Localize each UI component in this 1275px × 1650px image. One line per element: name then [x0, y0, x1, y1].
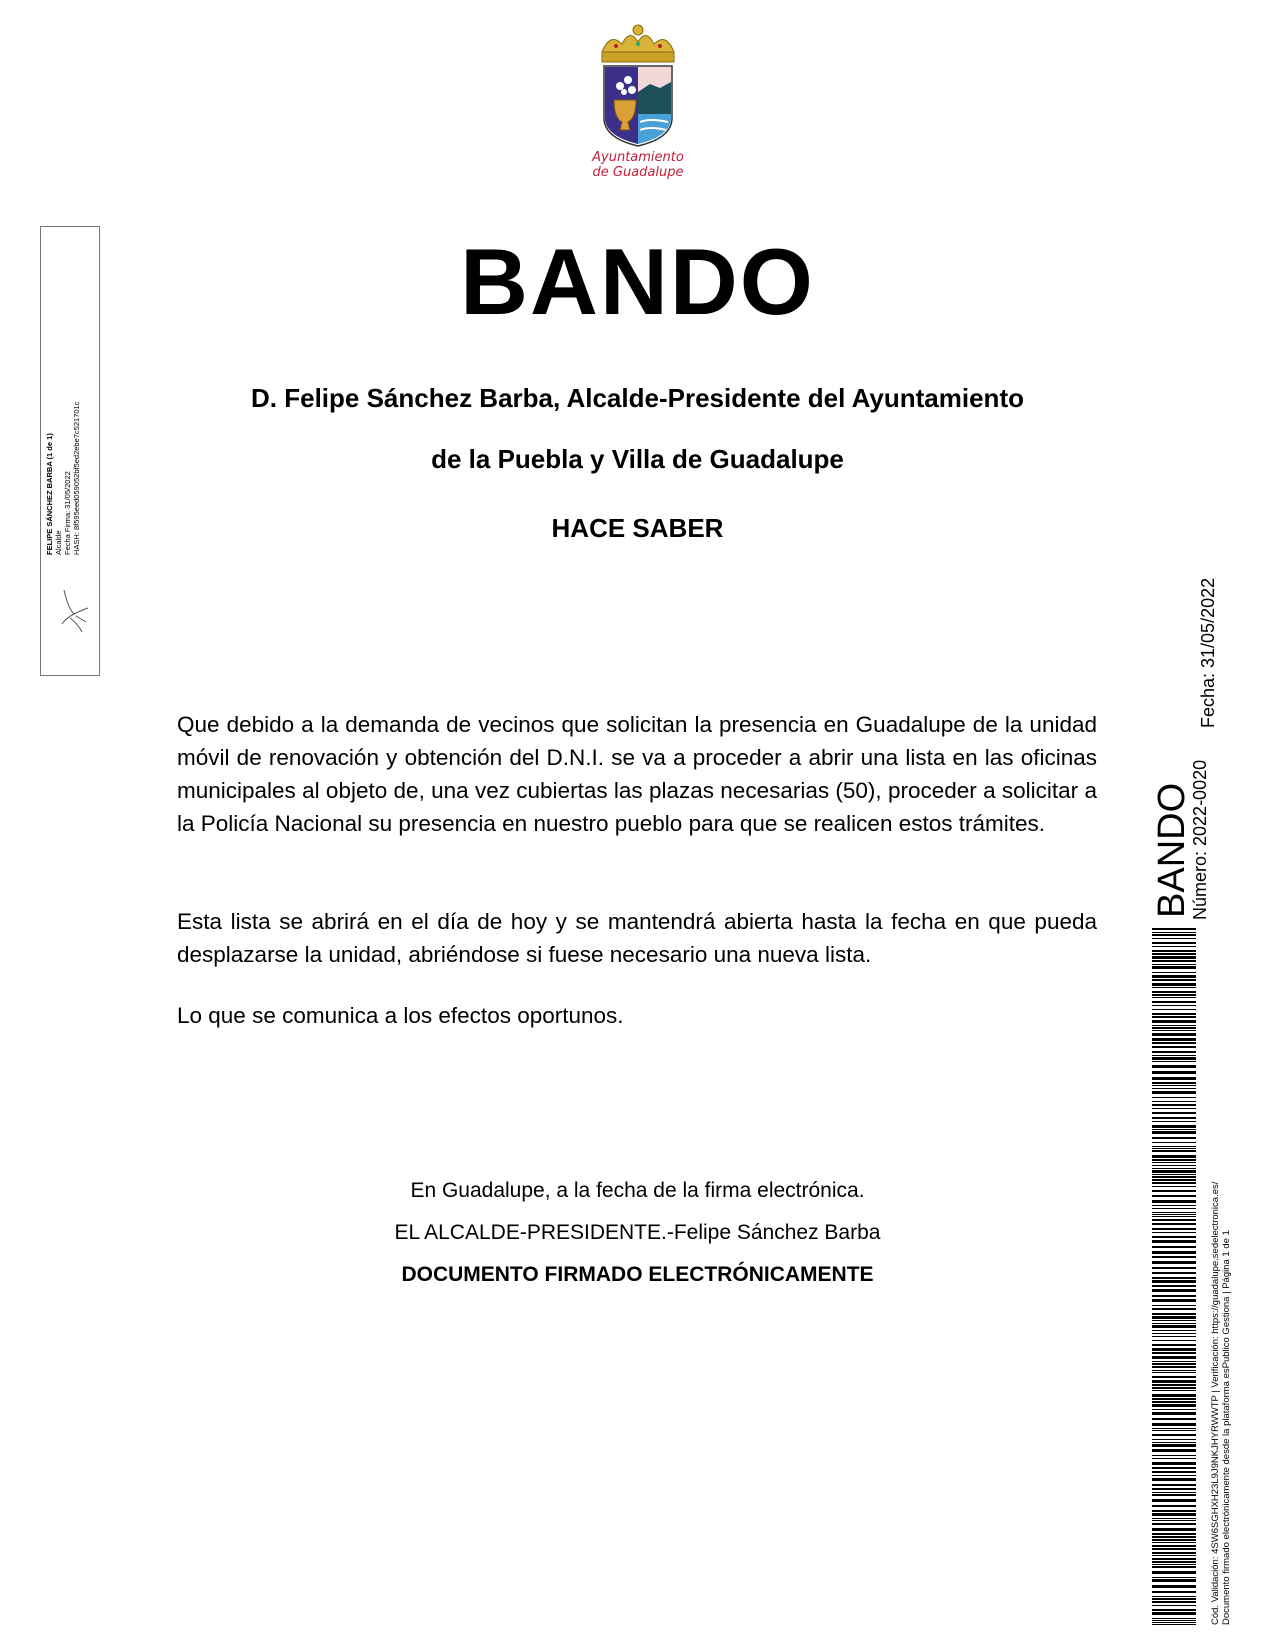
barcode-bar: [1152, 1442, 1196, 1443]
barcode-bar: [1152, 1558, 1196, 1560]
body-paragraph-2: Esta lista se abrirá en el día de hoy y se mantendrá abierta hasta la fecha en que pueda desplazarse la unidad, abriéndose si fuese necesario una nueva lista.: [177, 909, 1097, 967]
barcode-bar: [1152, 1200, 1196, 1203]
barcode-bar: [1152, 1430, 1196, 1431]
barcode-bar: [1152, 1205, 1196, 1206]
barcode-bar: [1152, 1313, 1196, 1315]
barcode-bar: [1152, 1409, 1196, 1410]
barcode-bar: [1152, 1174, 1196, 1175]
barcode-bar: [1152, 1272, 1196, 1274]
barcode-bar: [1152, 928, 1196, 930]
barcode-bar: [1152, 1370, 1196, 1371]
barcode-bar: [1152, 1277, 1196, 1279]
barcode-bar: [1152, 1585, 1196, 1588]
barcode-bar: [1152, 1295, 1196, 1297]
validation-line-2: Documento firmado electrónicamente desde la plataforma esPublico Gestiona | Página 1 de 1: [1221, 1230, 1232, 1625]
barcode-bar: [1152, 1030, 1196, 1031]
barcode-bar: [1152, 1013, 1196, 1015]
barcode-bar: [1152, 1125, 1196, 1128]
barcode-bar: [1152, 1579, 1196, 1582]
barcode-bar: [1152, 1380, 1196, 1383]
barcode-bar: [1152, 1467, 1196, 1469]
closing-line-3: DOCUMENTO FIRMADO ELECTRÓNICAMENTE: [401, 1263, 874, 1286]
barcode-bar: [1152, 1077, 1196, 1080]
barcode-bar: [1152, 1146, 1196, 1147]
barcode-bar: [1152, 1418, 1196, 1420]
barcode-bar: [1152, 1142, 1196, 1143]
barcode-bar: [1152, 1261, 1196, 1264]
signer-name: FELIPE SÁNCHEZ BARBA (1 de 1): [45, 433, 54, 555]
barcode-bar: [1152, 1061, 1196, 1062]
barcode-bar: [1152, 1190, 1196, 1192]
stamp-date: Fecha: 31/05/2022: [1198, 577, 1218, 728]
barcode-bar: [1152, 1552, 1196, 1554]
barcode-bar: [1152, 1577, 1196, 1578]
barcode-bar: [1152, 997, 1196, 998]
barcode-bar: [1152, 1289, 1196, 1292]
barcode-bar: [1152, 1548, 1196, 1550]
signature-date: Fecha Firma: 31/05/2022: [63, 471, 72, 555]
logo-line-2: de Guadalupe: [592, 165, 684, 180]
barcode-bar: [1152, 1085, 1196, 1086]
logo-text: [548, 150, 728, 180]
barcode-bar: [1152, 1566, 1196, 1568]
barcode-bar: [1152, 1475, 1196, 1476]
barcode-bar: [1152, 1494, 1196, 1496]
barcode-bar: [1152, 1020, 1196, 1023]
barcode-bar: [1152, 934, 1196, 936]
barcode-bar: [1152, 1624, 1196, 1625]
barcode-bar: [1152, 1129, 1196, 1130]
barcode-bar: [1152, 1038, 1196, 1041]
barcode-bar: [1152, 938, 1196, 939]
barcode-bar: [1152, 1212, 1196, 1213]
barcode-bar: [1152, 932, 1196, 933]
barcode-bar: [1152, 1182, 1196, 1184]
barcode-bar: [1152, 1236, 1196, 1238]
barcode-bar: [1152, 1609, 1196, 1611]
barcode-bar: [1152, 964, 1196, 965]
barcode-bar: [1152, 1428, 1196, 1429]
barcode-bar: [1152, 1316, 1196, 1319]
barcode-bar: [1152, 1536, 1196, 1538]
barcode-bar: [1152, 1137, 1196, 1139]
barcode-bar: [1152, 1025, 1196, 1026]
barcode-bar: [1152, 1598, 1196, 1600]
barcode-bar: [1152, 1523, 1196, 1525]
body-paragraph-1: Que debido a la demanda de vecinos que solicitan la presencia en Guadalupe de la unidad móvil de renovación y obtención del D.N.I. se va a proceder a abrir una lista en las oficinas municipales al objeto de, una vez cubiertas las plazas necesarias (50), proceder a solicitar a la Policía Nacional su presencia en nuestro pueblo para que se realicen estos trámites.: [177, 712, 1097, 836]
barcode-bar: [1152, 1131, 1196, 1134]
barcode-bar: [1152, 1449, 1196, 1452]
barcode-bar: [1152, 1216, 1196, 1217]
body-paragraph-3: Lo que se comunica a los efectos oportunos.: [177, 1003, 624, 1028]
barcode-bar: [1152, 1439, 1196, 1440]
barcode-bar: [1152, 1228, 1196, 1230]
barcode-bar: [1152, 1390, 1196, 1391]
barcode-bar: [1152, 1179, 1196, 1181]
barcode-bar: [1152, 1305, 1196, 1306]
barcode-bar: [1152, 1618, 1196, 1619]
barcode-bar: [1152, 1499, 1196, 1502]
barcode-bar: [1152, 1186, 1196, 1187]
barcode-bar: [1152, 1401, 1196, 1403]
barcode-bar: [1152, 1488, 1196, 1490]
stamp-type: BANDO: [1151, 782, 1193, 918]
barcode-bar: [1152, 1285, 1196, 1287]
document-title: BANDO: [460, 229, 815, 334]
barcode-bar: [1152, 1340, 1196, 1341]
barcode-bar: [1152, 1533, 1196, 1535]
barcode-bar: [1152, 1605, 1196, 1606]
barcode-bar: [1152, 1336, 1196, 1337]
barcode-bar: [1152, 1591, 1196, 1593]
barcode-bar: [1152, 1366, 1196, 1368]
signature-hash: HASH: 8f595eed059052bf5ed2ebe7c521701c: [72, 401, 81, 555]
barcode-bar: [1152, 942, 1196, 944]
barcode-bar: [1152, 1510, 1196, 1512]
barcode-bar: [1152, 1176, 1196, 1178]
barcode-bar: [1152, 1251, 1196, 1254]
barcode-bar: [1152, 1055, 1196, 1056]
barcode-bar: [1152, 1601, 1196, 1603]
barcode-bar: [1152, 1162, 1196, 1163]
barcode-bar: [1152, 1484, 1196, 1486]
barcode-bar: [1152, 1232, 1196, 1233]
coat-of-arms-icon: [580, 22, 696, 148]
barcode-bar: [1152, 956, 1196, 959]
barcode-bar: [1152, 1571, 1196, 1574]
barcode-bar: [1152, 1361, 1196, 1362]
barcode-bar: [1152, 1005, 1196, 1006]
barcode-bar: [1152, 1325, 1196, 1328]
barcode-bar: [1152, 994, 1196, 996]
barcode-bar: [1152, 1513, 1196, 1516]
barcode-bar: [1152, 1363, 1196, 1365]
barcode-bar: [1152, 1596, 1196, 1597]
barcode-bar: [1152, 1478, 1196, 1481]
barcode-bar: [1152, 1057, 1196, 1060]
barcode-bar: [1152, 1101, 1196, 1102]
validation-text: [1210, 925, 1232, 1625]
barcode-bar: [1152, 987, 1196, 988]
barcode-bar: [1152, 1082, 1196, 1084]
barcode-bar: [1152, 966, 1196, 969]
barcode-bar: [1152, 1214, 1196, 1215]
barcode-bar: [1152, 1330, 1196, 1331]
barcode-bar: [1152, 1320, 1196, 1321]
barcode-bar: [1152, 1097, 1196, 1098]
barcode-bar: [1152, 1168, 1196, 1169]
barcode-bar: [1152, 1046, 1196, 1048]
barcode-bar: [1152, 1208, 1196, 1209]
barcode-bar: [1152, 1394, 1196, 1397]
barcode-bar: [1152, 1308, 1196, 1310]
barcode-bar: [1152, 1620, 1196, 1621]
barcode-bar: [1152, 1051, 1196, 1053]
barcode-bar: [1152, 1372, 1196, 1373]
barcode-bar: [1152, 1016, 1196, 1018]
barcode-bar: [1152, 1223, 1196, 1225]
barcode-bar: [1152, 950, 1196, 952]
barcode-bar: [1152, 1091, 1196, 1094]
barcode-bar: [1152, 1564, 1196, 1565]
barcode-bar: [1152, 1071, 1196, 1074]
barcode-bar: [1152, 1001, 1196, 1003]
logo-line-1: Ayuntamiento: [592, 150, 684, 165]
barcode-bar: [1152, 953, 1196, 955]
barcode-bar: [1152, 1042, 1196, 1044]
barcode-bar: [1152, 946, 1196, 947]
signature-scribble-icon: [58, 588, 92, 634]
barcode-bar: [1152, 1065, 1196, 1068]
barcode-bar: [1152, 1356, 1196, 1359]
barcode-bar: [1152, 1539, 1196, 1541]
subtitle-line-1: D. Felipe Sánchez Barba, Alcalde-Presidente del Ayuntamiento: [251, 383, 1024, 413]
barcode-bar: [1152, 1256, 1196, 1258]
barcode-bar: [1152, 1462, 1196, 1465]
barcode-bar: [1152, 1398, 1196, 1400]
signer-role: Alcalde: [54, 530, 63, 555]
barcode-bar: [1152, 1376, 1196, 1378]
barcode-bar: [1152, 1423, 1196, 1426]
barcode-bar: [1152, 1542, 1196, 1543]
barcode-bar: [1152, 1545, 1196, 1547]
barcode-bar: [1152, 1520, 1196, 1521]
barcode-bar: [1152, 983, 1196, 986]
barcode-bar: [1152, 1561, 1196, 1563]
barcode-bar: [1152, 1344, 1196, 1346]
barcode-bar: [1152, 1299, 1196, 1302]
barcode-bar: [1152, 1280, 1196, 1283]
barcode-bar: [1152, 991, 1196, 993]
barcode-bar: [1152, 1404, 1196, 1407]
barcode-bar: [1152, 1112, 1196, 1114]
barcode-bar: [1152, 1412, 1196, 1415]
barcode-bar: [1152, 1352, 1196, 1354]
barcode-bar: [1152, 1027, 1196, 1029]
barcode-bar: [1152, 1555, 1196, 1556]
barcode-bar: [1152, 979, 1196, 981]
barcode-bar: [1152, 1518, 1196, 1519]
barcode-bar: [1152, 1165, 1196, 1166]
barcode-bar: [1152, 1528, 1196, 1531]
barcode-bar: [1152, 1088, 1196, 1089]
barcode-bar: [1152, 1492, 1196, 1493]
barcode-bar: [1152, 1108, 1196, 1109]
hace-saber-heading: HACE SABER: [551, 513, 724, 543]
barcode-bar: [1152, 1121, 1196, 1122]
barcode-bar: [1152, 1348, 1196, 1351]
barcode-bar: [1152, 1505, 1196, 1507]
barcode-bar: [1152, 975, 1196, 978]
barcode-bar: [1152, 1471, 1196, 1473]
barcode-bar: [1152, 1009, 1196, 1010]
barcode-bar: [1152, 1117, 1196, 1119]
barcode-bar: [1152, 1219, 1196, 1221]
barcode-bar: [1152, 1246, 1196, 1248]
barcode-bar: [1152, 1170, 1196, 1173]
barcode-bar: [1152, 960, 1196, 962]
subtitle-line-2: de la Puebla y Villa de Guadalupe: [431, 444, 844, 474]
validation-line-1: Cód. Validación: 4SW6SGHXH23L9J9NKJHYRWWTP | Verificación: https://guadalupe.sedelectronica.es/: [1210, 1181, 1221, 1625]
municipal-logo: [548, 22, 728, 192]
barcode-bar: [1152, 1458, 1196, 1459]
barcode-bar: [1152, 1384, 1196, 1386]
barcode-bar: [1152, 1155, 1196, 1158]
barcode-bar: [1152, 1159, 1196, 1161]
barcode-bar: [1152, 1612, 1196, 1615]
barcode-bar: [1152, 1444, 1196, 1447]
closing-line-2: EL ALCALDE-PRESIDENTE.-Felipe Sánchez Barba: [394, 1221, 881, 1244]
barcode-bar: [1152, 1323, 1196, 1324]
closing-line-1: En Guadalupe, a la fecha de la firma electrónica.: [410, 1179, 865, 1202]
barcode-bar: [1152, 972, 1196, 973]
barcode-bar: [1152, 1148, 1196, 1149]
barcode-bar: [1152, 1333, 1196, 1334]
barcode-bar: [1152, 1240, 1196, 1243]
stamp-number: Número: 2022-0020: [1190, 759, 1210, 920]
barcode-bar: [1152, 1434, 1196, 1436]
barcode-bar: [1152, 1104, 1196, 1106]
barcode-bar: [1152, 1267, 1196, 1269]
barcode-bar: [1152, 1033, 1196, 1036]
barcode-bar: [1152, 1387, 1196, 1389]
barcode-bar: [1152, 1150, 1196, 1152]
barcode: [1152, 928, 1196, 1625]
barcode-bar: [1152, 1195, 1196, 1197]
barcode-bar: [1152, 1455, 1196, 1456]
barcode-bar: [1152, 1622, 1196, 1623]
